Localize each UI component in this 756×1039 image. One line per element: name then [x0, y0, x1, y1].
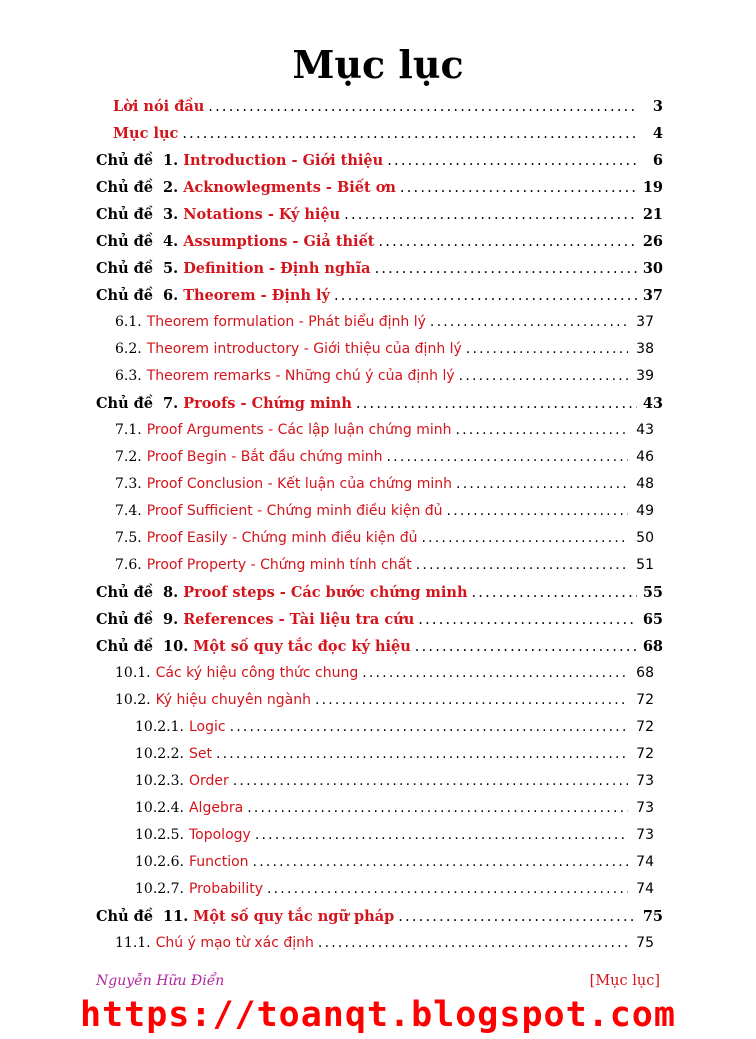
toc-dot-leader — [447, 498, 628, 525]
toc-entry-link[interactable]: Lời nói đầu — [113, 98, 205, 115]
toc-entry-page: 75 — [642, 908, 663, 925]
toc-entry-link[interactable]: Theorem formulation - Phát biểu định lý — [146, 314, 426, 330]
toc-entry-page: 3 — [652, 98, 663, 115]
toc-entry-link[interactable]: Mục lục — [113, 125, 179, 142]
toc-entry-page: 37 — [642, 287, 663, 304]
toc-entry-page: 4 — [652, 125, 663, 142]
toc-dot-leader — [379, 229, 638, 256]
toc-dot-leader — [344, 202, 637, 229]
toc-entry[interactable] — [115, 930, 654, 957]
toc-entry-prefix: Chủ đề — [96, 287, 154, 304]
toc-entry-link[interactable]: Proof Property - Chứng minh tính chất — [146, 557, 412, 573]
toc-entry-prefix: Chủ đề — [96, 395, 154, 412]
toc-entry-page: 72 — [636, 746, 654, 762]
toc-entry-number: 1. — [163, 152, 179, 169]
toc-dot-leader — [387, 148, 637, 175]
toc-entry-number: 10.2.6. — [135, 854, 184, 870]
toc-entry[interactable] — [96, 633, 663, 660]
toc-entry[interactable] — [113, 93, 663, 120]
toc-entry-page: 68 — [642, 638, 663, 655]
toc-entry-number: 8. — [163, 584, 179, 601]
toc-dot-leader — [315, 687, 628, 714]
toc-dot-leader — [255, 822, 628, 849]
toc-entry-page: 46 — [636, 449, 654, 465]
toc-dot-leader — [182, 121, 637, 148]
toc-entry-link[interactable]: Notations - Ký hiệu — [183, 206, 341, 223]
toc-entry-page: 43 — [636, 422, 654, 438]
toc-entry-page: 48 — [636, 476, 654, 492]
toc-dot-leader — [400, 175, 637, 202]
toc-entry[interactable] — [135, 849, 654, 876]
blog-url-watermark[interactable]: https://toanqt.blogspot.com — [80, 995, 676, 1035]
toc-entry-link[interactable]: Chú ý mạo từ xác định — [155, 935, 314, 951]
toc-entry-page: 51 — [636, 557, 654, 573]
toc-entry-number: 10.1. — [115, 665, 151, 681]
footer-author: Nguyễn Hữu Điển — [96, 973, 225, 989]
toc-entry-link[interactable]: Order — [188, 773, 229, 789]
toc-entry[interactable] — [96, 255, 663, 282]
toc-entry-number: 10. — [163, 638, 189, 655]
toc-entry[interactable] — [96, 579, 663, 606]
toc-entry[interactable] — [115, 417, 654, 444]
toc-dot-leader — [375, 256, 637, 283]
toc-entry-number: 6.1. — [115, 314, 142, 330]
toc-entry-page: 72 — [636, 719, 654, 735]
toc-entry-link[interactable]: Theorem introductory - Giới thiệu của định lý — [146, 341, 462, 357]
toc-entry[interactable] — [115, 336, 654, 363]
toc-dot-leader — [416, 552, 628, 579]
page-title: Mục lục — [292, 42, 464, 87]
toc-entry-number: 10.2.7. — [135, 881, 184, 897]
toc-entry-page: 75 — [636, 935, 654, 951]
toc-entry-page: 73 — [636, 773, 654, 789]
toc-entry-page: 43 — [642, 395, 663, 412]
toc-entry-link[interactable]: Probability — [188, 881, 263, 897]
toc-entry-link[interactable]: Definition - Định nghĩa — [183, 260, 371, 277]
toc-dot-leader — [233, 768, 628, 795]
toc-entry-link[interactable]: Proof Arguments - Các lập luận chứng minh — [146, 422, 452, 438]
toc-entry-number: 11. — [163, 908, 189, 925]
toc-entry-number: 5. — [163, 260, 179, 277]
toc-dot-leader — [430, 309, 628, 336]
toc-dot-leader — [418, 607, 637, 634]
toc-entry-number: 10.2.4. — [135, 800, 184, 816]
toc-entry-number: 7.5. — [115, 530, 142, 546]
toc-entry[interactable] — [96, 228, 663, 255]
toc-entry[interactable] — [115, 309, 654, 336]
toc-dot-leader — [471, 580, 637, 607]
toc-entry-page: 38 — [636, 341, 654, 357]
toc-entry[interactable] — [96, 174, 663, 201]
toc-dot-leader — [253, 849, 628, 876]
toc-entry-link[interactable]: Algebra — [188, 800, 244, 816]
toc-entry-number: 10.2.5. — [135, 827, 184, 843]
toc-entry-number: 9. — [163, 611, 179, 628]
toc-entry-page: 74 — [636, 881, 654, 897]
toc-entry-link[interactable]: Ký hiệu chuyên ngành — [155, 692, 311, 708]
toc-entry-page: 30 — [642, 260, 663, 277]
toc-dot-leader — [230, 714, 628, 741]
toc-entry-page: 37 — [636, 314, 654, 330]
toc-entry-link[interactable]: Các ký hiệu công thức chung — [155, 665, 359, 681]
toc-entry-link[interactable]: Một số quy tắc ngữ pháp — [193, 908, 395, 925]
toc-entry-prefix: Chủ đề — [96, 152, 154, 169]
toc-entry-prefix: Chủ đề — [96, 179, 154, 196]
toc-entry[interactable] — [96, 903, 663, 930]
toc-dot-leader — [455, 417, 628, 444]
toc-entry-number: 7. — [163, 395, 179, 412]
toc-entry[interactable] — [96, 147, 663, 174]
toc-dot-leader — [456, 471, 628, 498]
toc-entry-page: 72 — [636, 692, 654, 708]
toc-dot-leader — [466, 336, 628, 363]
toc-entry-link[interactable]: Proof Begin - Bắt đầu chứng minh — [146, 449, 383, 465]
toc-entry-page: 21 — [642, 206, 663, 223]
toc-entry-link[interactable]: Proof Easily - Chứng minh điều kiện đủ — [146, 530, 418, 546]
toc-entry[interactable] — [96, 606, 663, 633]
toc-entry-page: 55 — [642, 584, 663, 601]
toc-entry-link[interactable]: Theorem - Định lý — [183, 287, 330, 304]
toc-entry-number: 3. — [163, 206, 179, 223]
toc-entry-page: 73 — [636, 800, 654, 816]
toc-entry-link[interactable]: Theorem remarks - Những chú ý của định lý — [146, 368, 455, 384]
toc-dot-leader — [387, 444, 628, 471]
toc-dot-leader — [334, 283, 637, 310]
toc-entry-number: 6.3. — [115, 368, 142, 384]
footer-section-link[interactable]: [Mục lục] — [589, 973, 660, 989]
toc-entry-page: 65 — [642, 611, 663, 628]
toc-entry-page: 6 — [652, 152, 663, 169]
toc-entry-number: 10.2.2. — [135, 746, 184, 762]
toc-entry-number: 7.4. — [115, 503, 142, 519]
toc-entry-number: 7.6. — [115, 557, 142, 573]
toc-dot-leader — [459, 363, 628, 390]
toc-entry[interactable] — [115, 552, 654, 579]
toc-entry-link[interactable]: Proof Sufficient - Chứng minh điều kiện đủ — [146, 503, 443, 519]
toc-entry-page: 68 — [636, 665, 654, 681]
toc-entry-link[interactable]: Logic — [188, 719, 226, 735]
toc-entry[interactable] — [115, 525, 654, 552]
toc-entry-page: 19 — [642, 179, 663, 196]
toc-entry[interactable] — [115, 498, 654, 525]
toc-entry-link[interactable]: Assumptions - Giả thiết — [183, 233, 375, 250]
toc-dot-leader — [208, 94, 637, 121]
toc-entry-page: 74 — [636, 854, 654, 870]
toc-entry[interactable] — [96, 390, 663, 417]
toc-entry-link[interactable]: Acknowlegments - Biết ơn — [183, 179, 396, 196]
toc-entry-link[interactable]: Topology — [188, 827, 251, 843]
toc-entry-link[interactable]: Function — [188, 854, 249, 870]
toc-entry-number: 7.1. — [115, 422, 142, 438]
toc-entry-prefix: Chủ đề — [96, 638, 154, 655]
toc-dot-leader — [356, 391, 637, 418]
toc-entry-prefix: Chủ đề — [96, 233, 154, 250]
toc-entry-number: 6. — [163, 287, 179, 304]
toc-dot-leader — [247, 795, 628, 822]
toc-entry-page: 39 — [636, 368, 654, 384]
toc-entry[interactable] — [135, 822, 654, 849]
toc-entry-number: 11.1. — [115, 935, 151, 951]
toc-entry-link[interactable]: References - Tài liệu tra cứu — [183, 611, 415, 628]
toc-entry-link[interactable]: Một số quy tắc đọc ký hiệu — [193, 638, 411, 655]
toc-entry-number: 2. — [163, 179, 179, 196]
toc-entry-number: 10.2.3. — [135, 773, 184, 789]
toc-entry-prefix: Chủ đề — [96, 584, 154, 601]
toc-entry-number: 7.3. — [115, 476, 142, 492]
toc-entry[interactable] — [135, 741, 654, 768]
toc-entry-page: 50 — [636, 530, 654, 546]
toc-dot-leader — [398, 904, 637, 931]
toc-dot-leader — [415, 634, 637, 661]
toc-entry[interactable] — [115, 444, 654, 471]
toc-entry-link[interactable]: Introduction - Giới thiệu — [183, 152, 384, 169]
toc-entry-number: 6.2. — [115, 341, 142, 357]
toc-entry-prefix: Chủ đề — [96, 206, 154, 223]
toc-entry-number: 10.2. — [115, 692, 151, 708]
toc-entry-page: 49 — [636, 503, 654, 519]
toc-entry-number: 7.2. — [115, 449, 142, 465]
toc-entry-page: 73 — [636, 827, 654, 843]
toc-entry[interactable] — [135, 795, 654, 822]
toc-entry[interactable] — [113, 120, 663, 147]
toc-entry[interactable] — [115, 660, 654, 687]
toc-dot-leader — [362, 660, 628, 687]
toc-entry[interactable] — [115, 687, 654, 714]
toc-entry[interactable] — [135, 714, 654, 741]
toc-dot-leader — [267, 876, 628, 903]
toc-entry[interactable] — [115, 471, 654, 498]
toc-entry-link[interactable]: Proofs - Chứng minh — [183, 395, 352, 412]
toc-entry-link[interactable]: Set — [188, 746, 212, 762]
toc-entry[interactable] — [135, 876, 654, 903]
toc-entry-link[interactable]: Proof steps - Các bước chứng minh — [183, 584, 468, 601]
toc-entry-link[interactable]: Proof Conclusion - Kết luận của chứng minh — [146, 476, 453, 492]
toc-entry-prefix: Chủ đề — [96, 611, 154, 628]
toc-entry-number: 4. — [163, 233, 179, 250]
toc-entry[interactable] — [135, 768, 654, 795]
toc-entry[interactable] — [96, 201, 663, 228]
toc-entry-prefix: Chủ đề — [96, 260, 154, 277]
toc-entry-prefix: Chủ đề — [96, 908, 154, 925]
toc-entry[interactable] — [115, 363, 654, 390]
toc-dot-leader — [318, 930, 628, 957]
toc-entry-number: 10.2.1. — [135, 719, 184, 735]
toc-entry-page: 26 — [642, 233, 663, 250]
toc-dot-leader — [216, 741, 628, 768]
toc-dot-leader — [421, 525, 628, 552]
toc-entry[interactable] — [96, 282, 663, 309]
